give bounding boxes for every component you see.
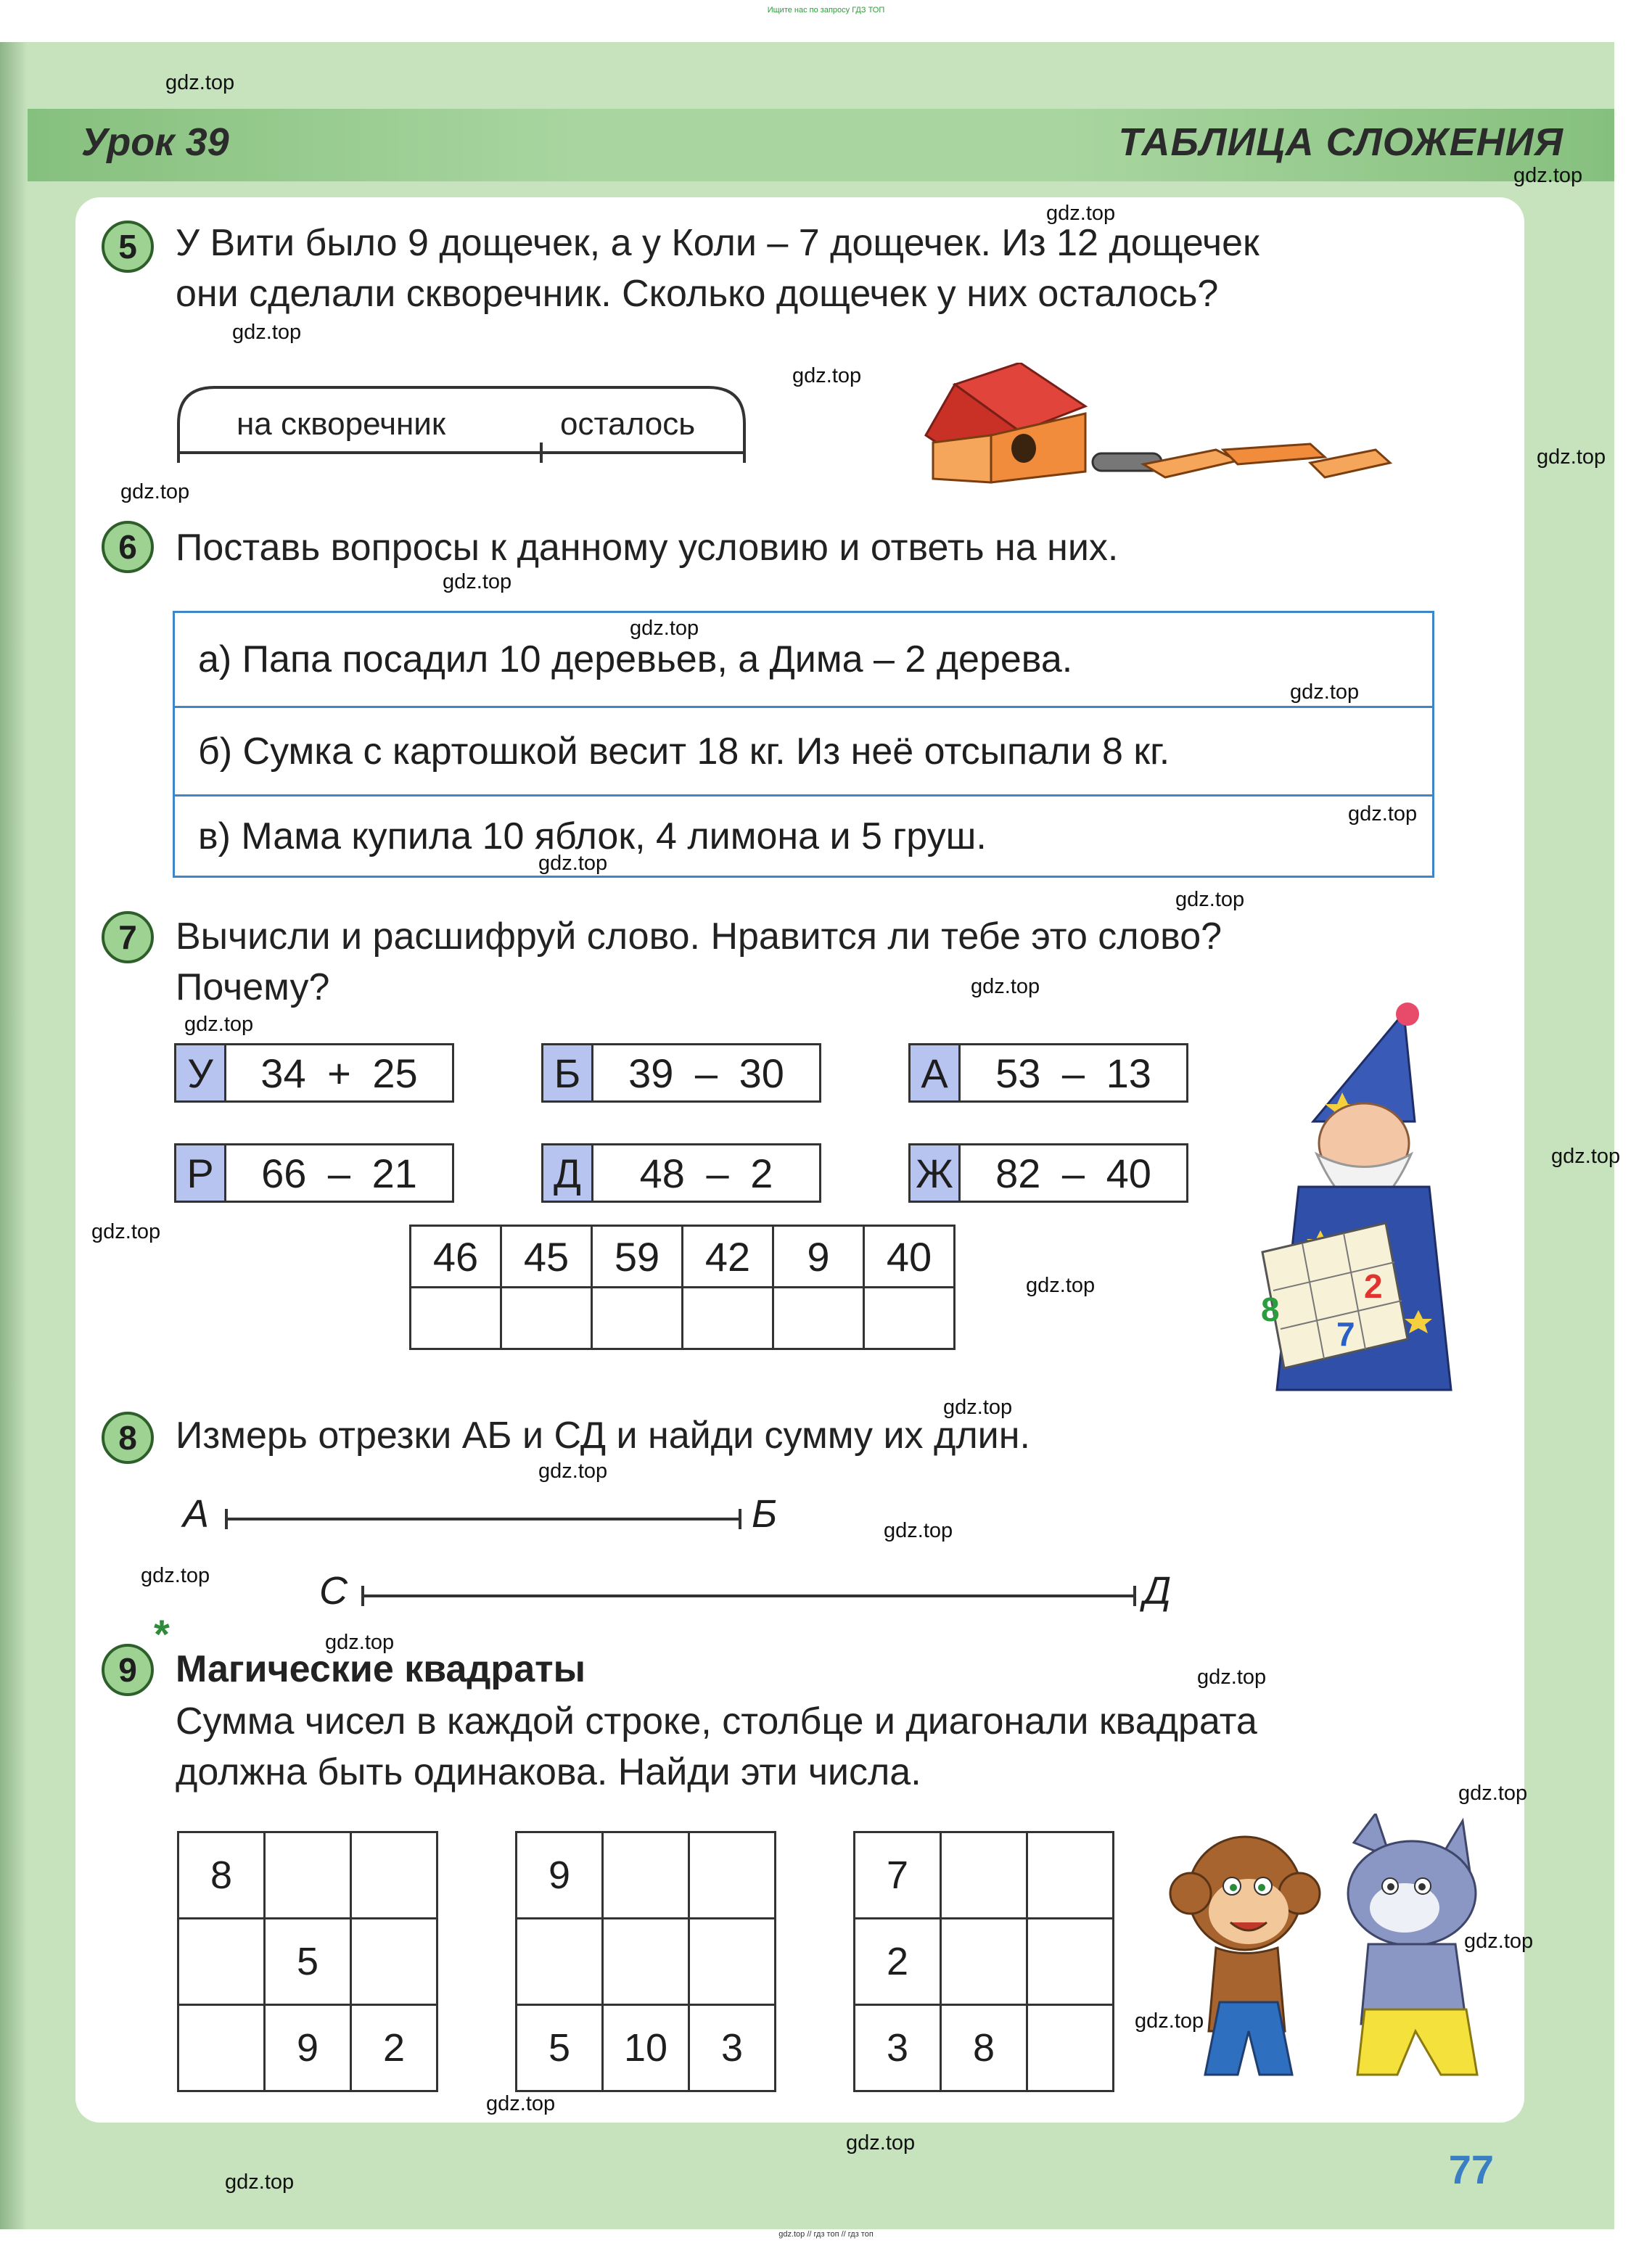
magic-cell: 9 [265,2005,351,2091]
code-number: 46 [411,1226,501,1288]
task-5-line-2: они сделали скворечник. Сколько дощечек у них осталось? [176,273,1219,315]
watermark: gdz.top [1197,1666,1267,1689]
task-9-line-1: Сумма чисел в каждой строке, столбце и диагонали квадрата [176,1700,1257,1742]
magic-cell [265,1832,351,1919]
expression-letter: У [176,1045,226,1100]
condition-a: а) Папа посадил 10 деревьев, а Дима – 2 дерева. [198,638,1073,680]
magic-cell [603,1832,689,1919]
expression-card [541,1043,821,1103]
expression-letter: А [911,1045,961,1100]
task-6-text: Поставь вопросы к данному условию и ответь на них. [176,527,1119,569]
task-5-line-1: У Вити было 9 дощечек, а у Коли – 7 дощечек. Из 12 дощечек [176,222,1259,264]
expression-text: 39 – 30 [628,1050,784,1096]
watermark: gdz.top [1046,202,1116,225]
magic-cell [603,1919,689,2005]
magic-square-1 [177,1831,438,2092]
magic-cell: 3 [689,2005,776,2091]
magic-cell [351,1919,437,2005]
top-caption: Ищите нас по запросу ГДЗ ТОП [767,6,885,15]
code-number: 9 [773,1226,864,1288]
segment-cd [358,1581,1139,1610]
segment-cd-end-label: Д [1143,1569,1172,1613]
watermark: gdz.top [971,975,1040,998]
task-8-text: Измерь отрезки АБ и СД и найди сумму их длин. [176,1415,1030,1457]
watermark: gdz.top [486,2092,556,2115]
code-number: 45 [501,1226,592,1288]
segment-ab-start-label: А [183,1492,210,1536]
task-9-number: 9 [102,1644,154,1696]
watermark: gdz.top [943,1396,1013,1419]
expression-letter: Д [543,1145,593,1201]
magic-cell [941,1919,1027,2005]
decode-table [409,1225,956,1350]
answer-cell [592,1288,683,1349]
expression-letter: Р [176,1145,226,1201]
watermark: gdz.top [443,570,512,593]
watermark: gdz.top [630,617,699,640]
watermark: gdz.top [792,364,862,387]
watermark: gdz.top [1026,1274,1096,1297]
book-spine [0,42,28,2229]
magic-cell [178,2005,265,2091]
watermark: gdz.top [1458,1782,1528,1805]
code-number: 42 [683,1226,773,1288]
magic-cell: 3 [855,2005,941,2091]
watermark: gdz.top [225,2170,295,2194]
expression-text: 53 – 13 [995,1050,1151,1096]
map-digit: 2 [1364,1267,1383,1305]
answer-cell [501,1288,592,1349]
task-6-number: 6 [102,521,154,573]
task-8-number: 8 [102,1412,154,1464]
task-7-line-2: Почему? [176,966,330,1008]
magic-square-3 [853,1831,1114,2092]
magic-cell: 2 [855,1919,941,2005]
birdhouse-illustration [904,363,1455,493]
code-number: 40 [864,1226,955,1288]
magic-cell [689,1832,776,1919]
scheme-label-left: осталось [560,406,696,442]
task-9-line-2: должна быть одинакова. Найди эти числа. [176,1751,921,1793]
watermark: gdz.top [184,1013,254,1036]
expression-letter: Б [543,1045,593,1100]
condition-c: в) Мама купила 10 яблок, 4 лимона и 5 груш. [175,794,1432,876]
map-digit: 8 [1261,1291,1280,1328]
lesson-title: Урок 39 [81,120,229,164]
magic-cell: 2 [351,2005,437,2091]
watermark: gdz.top [141,1564,210,1587]
bottom-caption: gdz.top // гдз топ // гдз топ [778,2230,874,2239]
expression-card [174,1043,454,1103]
magic-cell [689,1919,776,2005]
watermark: gdz.top [232,321,302,344]
magic-cell [178,1919,265,2005]
watermark: gdz.top [884,1519,953,1542]
watermark: gdz.top [1537,445,1606,469]
answer-cell [864,1288,955,1349]
magic-cell [351,1832,437,1919]
expression-card [541,1143,821,1203]
segment-ab [222,1505,744,1534]
magic-cell: 5 [265,1919,351,2005]
map-digit: 7 [1336,1315,1355,1353]
magic-cell [1027,1832,1114,1919]
watermark: gdz.top [1551,1145,1621,1168]
watermark: gdz.top [1290,680,1360,704]
watermark: gdz.top [538,852,608,875]
segment-ab-end-label: Б [752,1492,778,1536]
magic-square-2 [515,1831,776,2092]
scheme-label-birdhouse: на скворечник [237,406,446,442]
code-number: 59 [592,1226,683,1288]
task-9-star: * [154,1611,170,1657]
task-7-number: 7 [102,911,154,963]
magic-cell: 5 [517,2005,603,2091]
expression-text: 34 + 25 [260,1050,418,1096]
expression-card [908,1143,1188,1203]
expression-card [174,1143,454,1203]
magic-cell: 10 [603,2005,689,2091]
page-number: 77 [1448,2147,1494,2192]
task-6-conditions [173,611,1434,878]
magic-cell [1027,1919,1114,2005]
answer-cell [411,1288,501,1349]
magic-cell: 8 [178,1832,265,1919]
magic-cell [517,1919,603,2005]
magic-cell: 8 [941,2005,1027,2091]
watermark: gdz.top [1513,164,1583,187]
monkey-and-cat-illustration [1158,1814,1506,2089]
answer-cell [773,1288,864,1349]
watermark: gdz.top [846,2131,916,2155]
magic-cell: 9 [517,1832,603,1919]
expression-text: 66 – 21 [261,1150,417,1196]
task-7-line-1: Вычисли и расшифруй слово. Нравится ли тебе это слово? [176,915,1222,958]
magic-cell: 7 [855,1832,941,1919]
segment-cd-start-label: С [319,1569,348,1613]
task-9-title: Магические квадраты [176,1648,585,1690]
magic-cell [1027,2005,1114,2091]
watermark: gdz.top [1175,888,1245,911]
watermark: gdz.top [325,1631,395,1654]
watermark: gdz.top [1348,802,1418,826]
expression-text: 48 – 2 [639,1150,773,1196]
answer-cell [683,1288,773,1349]
watermark: gdz.top [1135,2009,1204,2033]
condition-b: б) Сумка с картошкой весит 18 кг. Из неё отсыпали 8 кг. [175,706,1432,794]
watermark: gdz.top [1464,1930,1534,1953]
expression-card [908,1043,1188,1103]
watermark: gdz.top [165,71,235,94]
expression-letter: Ж [911,1145,961,1201]
watermark: gdz.top [120,480,190,503]
watermark: gdz.top [91,1220,161,1243]
task-5-number: 5 [102,221,154,273]
watermark: gdz.top [538,1460,608,1483]
topic-title: ТАБЛИЦА СЛОЖЕНИЯ [1118,120,1563,164]
expression-text: 82 – 40 [995,1150,1151,1196]
magic-cell [941,1832,1027,1919]
